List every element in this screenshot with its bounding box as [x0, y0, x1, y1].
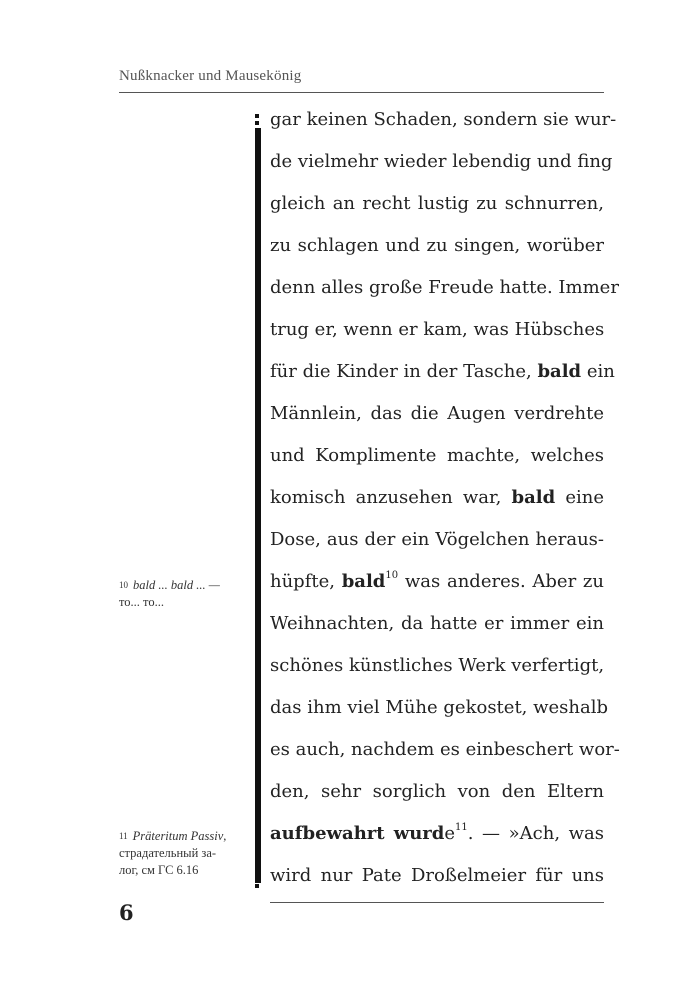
text-run: . — »Ach, was — [467, 823, 604, 844]
text-run: was anderes. Aber zu — [398, 571, 604, 592]
text-line — [270, 645, 604, 687]
footer-rule — [270, 902, 604, 903]
bold-term: bald — [537, 361, 582, 382]
text-run: wird nur Pate Droßelmeier für uns — [270, 865, 604, 886]
bar-mid-dot — [255, 121, 259, 125]
text-line — [270, 267, 619, 309]
text-line — [270, 687, 609, 729]
text-line — [270, 183, 604, 225]
reading-position-bar — [255, 114, 261, 884]
bar-bottom-dot — [255, 876, 259, 880]
bar-bottom-dot-2 — [255, 884, 259, 888]
footnote-11 — [119, 828, 247, 879]
footnote-term: bald ... bald ... — — [133, 578, 220, 592]
footnote-gloss: , — [223, 829, 227, 843]
body-text — [270, 99, 620, 897]
text-run: Männlein, das die Augen verdrehte — [270, 403, 604, 424]
footnote-ref-10[interactable]: 10 — [385, 570, 399, 581]
text-run: es auch, nachdem es einbeschert wor- — [270, 739, 620, 760]
text-run: hüpfte, — [270, 571, 342, 592]
running-head: Nußknacker und Mausekönig — [119, 68, 302, 84]
bold-term: aufbewahrt wurd — [270, 823, 445, 844]
text-line — [270, 813, 604, 855]
bold-term: bald — [511, 487, 556, 508]
text-line — [270, 435, 604, 477]
header-rule — [119, 92, 604, 93]
text-run: de vielmehr wieder lebendig und fing — [270, 151, 613, 172]
footnote-10 — [119, 577, 247, 611]
text-line — [270, 99, 617, 141]
text-line — [270, 855, 604, 897]
text-run: schönes künstliches Werk verfertigt, — [270, 655, 605, 676]
text-line — [270, 393, 604, 435]
text-run: komisch anzusehen war, — [270, 487, 512, 508]
text-run: trug er, wenn er kam, was Hübsches — [270, 319, 605, 340]
footnote-ref-11[interactable]: 11 — [455, 822, 468, 833]
bar-top-dot — [255, 114, 259, 118]
text-run: das ihm viel Mühe gekostet, weshalb — [270, 697, 609, 718]
text-line — [270, 141, 613, 183]
text-run: gleich an recht lustig zu schnurren, — [270, 193, 604, 214]
footnote-term: Präteritum Passiv — [132, 829, 224, 843]
text-run: e — [444, 823, 456, 844]
text-run: ein — [581, 361, 615, 382]
text-line — [270, 771, 604, 813]
text-line — [270, 225, 604, 267]
text-line — [270, 351, 615, 393]
text-run: gar keinen Schaden, sondern sie wur- — [270, 109, 617, 130]
bar-line — [255, 128, 261, 883]
footnote-gloss: то... то... — [119, 595, 164, 609]
text-line — [270, 561, 604, 603]
footnote-number: 11 — [119, 831, 128, 841]
text-run: Weihnachten, da hatte er immer ein — [270, 613, 604, 634]
bold-term: bald — [341, 571, 386, 592]
footnote-number: 10 — [119, 580, 128, 590]
text-run: und Komplimente machte, welches — [270, 445, 604, 466]
text-line — [270, 729, 620, 771]
page-number: 6 — [119, 900, 134, 925]
footnote-gloss: страдательный за- — [119, 846, 217, 860]
footnote-gloss: лог, см ГС 6.16 — [119, 863, 199, 877]
text-run: den, sehr sorglich von den Eltern — [270, 781, 604, 802]
text-line — [270, 477, 604, 519]
text-line — [270, 309, 604, 351]
text-run: zu schlagen und zu singen, worüber — [270, 235, 604, 256]
text-run: eine — [555, 487, 604, 508]
text-line — [270, 603, 604, 645]
text-run: für die Kinder in der Tasche, — [270, 361, 538, 382]
text-run: denn alles große Freude hatte. Immer — [270, 277, 619, 298]
text-run: Dose, aus der ein Vögelchen heraus- — [270, 529, 604, 550]
text-line — [270, 519, 604, 561]
